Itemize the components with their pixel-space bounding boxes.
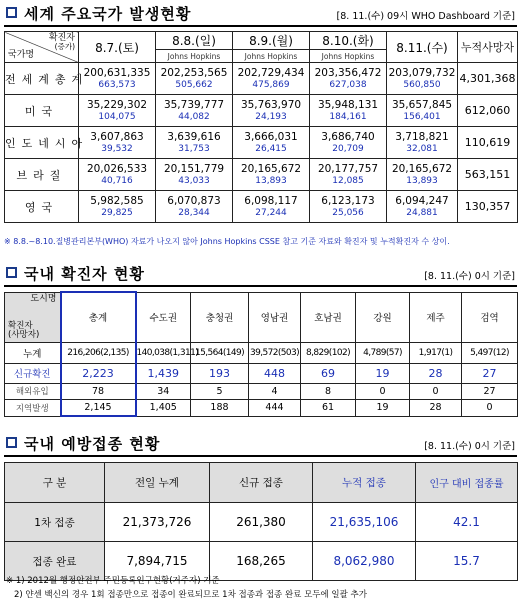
daily-increase: 184,161 xyxy=(329,111,367,122)
cumulative-cases: 202,729,434 xyxy=(237,66,305,79)
vaccine-value-cell: 8,062,980 xyxy=(313,542,416,581)
cumulative-cases: 20,165,672 xyxy=(240,162,302,175)
vaccine-header-prev-total: 전일 누계 xyxy=(105,463,210,503)
section-vaccine-title: 국내 예방접종 현황 xyxy=(24,435,161,453)
vaccine-value-cell: 15.7 xyxy=(416,542,518,581)
domestic-value-cell: 5 xyxy=(191,383,249,399)
daily-increase: 25,056 xyxy=(332,207,364,218)
daily-increase: 627,038 xyxy=(329,79,367,90)
vaccine-header-cumulative: 누적 접종 xyxy=(313,463,416,503)
cumulative-cases: 3,718,821 xyxy=(395,130,449,143)
cumulative-cases: 6,123,173 xyxy=(321,194,375,207)
vaccine-header-category: 구 분 xyxy=(5,463,105,503)
daily-increase: 560,850 xyxy=(403,79,441,90)
daily-increase: 20,709 xyxy=(332,143,364,154)
world-date-header-1: 8.8.(일) xyxy=(156,32,233,50)
vaccine-value-cell: 42.1 xyxy=(416,503,518,542)
cumulative-cases: 35,657,845 xyxy=(391,98,453,111)
table-row xyxy=(5,63,518,95)
daily-increase: 43,033 xyxy=(178,175,210,186)
world-value-cell xyxy=(233,159,310,191)
cumulative-deaths: 130,357 xyxy=(458,191,518,223)
domestic-value-cell: 19 xyxy=(356,399,410,416)
domestic-value-cell: 78 xyxy=(61,383,136,399)
domestic-value-cell: 27 xyxy=(462,383,518,399)
vaccine-header-rate: 인구 대비 접종률 xyxy=(416,463,518,503)
domestic-value-cell: 0 xyxy=(410,383,462,399)
domestic-value-cell: 448 xyxy=(249,363,301,383)
daily-increase: 29,825 xyxy=(101,207,133,218)
world-value-cell xyxy=(233,95,310,127)
world-value-cell xyxy=(387,63,458,95)
domestic-header-region: 충청권 xyxy=(191,292,249,342)
world-value-cell xyxy=(387,95,458,127)
domestic-value-cell: 444 xyxy=(249,399,301,416)
world-date-header-0: 8.7.(토) xyxy=(79,32,156,63)
world-value-cell xyxy=(79,95,156,127)
country-name: 영국 xyxy=(5,191,79,223)
world-date-header-3: 8.10.(화) xyxy=(310,32,387,50)
vaccine-value-cell: 261,380 xyxy=(210,503,313,542)
domestic-value-cell: 28 xyxy=(410,399,462,416)
daily-increase: 39,532 xyxy=(101,143,133,154)
cumulative-cases: 203,079,732 xyxy=(388,66,456,79)
world-value-cell xyxy=(387,159,458,191)
world-value-cell xyxy=(233,127,310,159)
world-date-header-2: 8.9.(월) xyxy=(233,32,310,50)
domestic-value-cell: 0 xyxy=(462,399,518,416)
daily-increase: 31,753 xyxy=(178,143,210,154)
cumulative-cases: 35,739,777 xyxy=(163,98,225,111)
country-name: 미국 xyxy=(5,95,79,127)
daily-increase: 40,716 xyxy=(101,175,133,186)
daily-increase: 505,662 xyxy=(175,79,213,90)
domestic-header-region: 호남권 xyxy=(301,292,356,342)
square-bullet-icon xyxy=(6,7,17,18)
domestic-value-cell: 15,564(149) xyxy=(191,342,249,363)
world-status-table xyxy=(4,31,518,223)
world-value-cell xyxy=(156,95,233,127)
country-name: 브라질 xyxy=(5,159,79,191)
square-bullet-icon xyxy=(6,437,17,448)
daily-increase: 27,244 xyxy=(255,207,287,218)
domestic-header-region: 영남권 xyxy=(249,292,301,342)
vaccine-value-cell: 21,635,106 xyxy=(313,503,416,542)
world-value-cell xyxy=(233,63,310,95)
world-value-cell xyxy=(310,95,387,127)
domestic-value-cell: 28 xyxy=(410,363,462,383)
domestic-value-cell: 193 xyxy=(191,363,249,383)
world-value-cell xyxy=(310,63,387,95)
domestic-row-label: 해외유입 xyxy=(5,383,61,399)
world-value-cell xyxy=(310,159,387,191)
section-world-title: 세계 주요국가 발생현황 xyxy=(24,5,192,23)
world-value-cell xyxy=(79,63,156,95)
daily-increase: 32,081 xyxy=(406,143,438,154)
section-vaccine-header xyxy=(4,433,517,457)
domestic-cases-table xyxy=(4,291,518,417)
world-corner-cell: 확진자 (증가) 국가명 xyxy=(5,32,79,63)
domestic-value-cell: 61 xyxy=(301,399,356,416)
cumulative-cases: 35,948,131 xyxy=(317,98,379,111)
cumulative-deaths: 612,060 xyxy=(458,95,518,127)
domestic-value-cell: 216,206(2,135) xyxy=(61,342,136,363)
cumulative-cases: 20,026,533 xyxy=(86,162,148,175)
vaccine-row-label: 1차 접종 xyxy=(5,503,105,542)
daily-increase: 13,893 xyxy=(406,175,438,186)
daily-increase: 24,881 xyxy=(406,207,438,218)
cumulative-cases: 202,253,565 xyxy=(160,66,228,79)
cumulative-cases: 3,686,740 xyxy=(321,130,375,143)
cumulative-cases: 3,639,616 xyxy=(167,130,221,143)
country-name: 전세계총계 xyxy=(5,63,79,95)
domestic-header-region: 강원 xyxy=(356,292,410,342)
domestic-value-cell: 19 xyxy=(356,363,410,383)
domestic-value-cell: 8,829(102) xyxy=(301,342,356,363)
cumulative-deaths: 110,619 xyxy=(458,127,518,159)
section-domestic-title: 국내 확진자 현황 xyxy=(24,265,145,283)
section-world-header xyxy=(4,3,517,27)
domestic-row-label: 지역발생 xyxy=(5,399,61,416)
domestic-value-cell: 0 xyxy=(356,383,410,399)
world-source-label-3: Johns Hopkins xyxy=(310,50,387,63)
cumulative-cases: 5,982,585 xyxy=(90,194,144,207)
world-value-cell xyxy=(79,159,156,191)
domestic-value-cell: 2,145 xyxy=(61,399,136,416)
cumulative-cases: 20,177,757 xyxy=(317,162,379,175)
world-value-cell xyxy=(156,191,233,223)
cumulative-cases: 6,094,247 xyxy=(395,194,449,207)
daily-increase: 28,344 xyxy=(178,207,210,218)
world-source-label-1: Johns Hopkins xyxy=(156,50,233,63)
vaccine-value-cell: 7,894,715 xyxy=(105,542,210,581)
domestic-row-label: 누계 xyxy=(5,342,61,363)
vaccine-note-1: ※ 1) 2012월 행정안전부 주민등록인구현황(거주자) 기준 xyxy=(6,576,220,586)
cumulative-cases: 6,098,117 xyxy=(244,194,298,207)
domestic-value-cell: 1,405 xyxy=(136,399,191,416)
cumulative-cases: 6,070,873 xyxy=(167,194,221,207)
table-row xyxy=(5,127,518,159)
table-row xyxy=(5,342,518,363)
section-vaccine-date: [8. 11.(수) 0시 기준] xyxy=(424,441,515,452)
cumulative-cases: 3,666,031 xyxy=(244,130,298,143)
domestic-header-region: 검역 xyxy=(462,292,518,342)
cumulative-deaths: 563,151 xyxy=(458,159,518,191)
domestic-value-cell: 4,789(57) xyxy=(356,342,410,363)
domestic-value-cell: 1,917(1) xyxy=(410,342,462,363)
domestic-value-cell: 188 xyxy=(191,399,249,416)
domestic-value-cell: 1,439 xyxy=(136,363,191,383)
world-value-cell xyxy=(79,191,156,223)
domestic-value-cell: 8 xyxy=(301,383,356,399)
domestic-value-cell: 27 xyxy=(462,363,518,383)
world-value-cell xyxy=(156,159,233,191)
cumulative-cases: 35,229,302 xyxy=(86,98,148,111)
daily-increase: 12,085 xyxy=(332,175,364,186)
world-value-cell xyxy=(233,191,310,223)
domestic-header-region: 제주 xyxy=(410,292,462,342)
world-value-cell xyxy=(310,127,387,159)
daily-increase: 156,401 xyxy=(403,111,441,122)
domestic-value-cell: 4 xyxy=(249,383,301,399)
cumulative-cases: 20,165,672 xyxy=(391,162,453,175)
domestic-value-cell: 34 xyxy=(136,383,191,399)
domestic-value-cell: 39,572(503) xyxy=(249,342,301,363)
vaccine-header-new: 신규 접종 xyxy=(210,463,313,503)
table-row xyxy=(5,95,518,127)
vaccine-value-cell: 168,265 xyxy=(210,542,313,581)
daily-increase: 44,082 xyxy=(178,111,210,122)
section-domestic-date: [8. 11.(수) 0시 기준] xyxy=(424,271,515,282)
domestic-corner-cell: 도시명 확진자 (사망자) xyxy=(5,292,61,342)
daily-increase: 26,415 xyxy=(255,143,287,154)
vaccination-table xyxy=(4,462,518,581)
domestic-row-label: 신규확진 xyxy=(5,363,61,383)
world-value-cell xyxy=(310,191,387,223)
table-row xyxy=(5,399,518,416)
cumulative-deaths: 4,301,368 xyxy=(458,63,518,95)
cumulative-cases: 35,763,970 xyxy=(240,98,302,111)
world-value-cell xyxy=(387,191,458,223)
cumulative-cases: 20,151,779 xyxy=(163,162,225,175)
vaccine-note-2: 2) 얀센 백신의 경우 1회 접종만으로 접종이 완료되므로 1차 접종과 접종 완료 모두에 일괄 추가 xyxy=(14,590,367,600)
world-source-label-2: Johns Hopkins xyxy=(233,50,310,63)
table-row xyxy=(5,383,518,399)
square-bullet-icon xyxy=(6,267,17,278)
daily-increase: 24,193 xyxy=(255,111,287,122)
country-name: 인도네시아 xyxy=(5,127,79,159)
section-world-date: [8. 11.(수) 09시 WHO Dashboard 기준] xyxy=(336,11,515,22)
domestic-value-cell: 2,223 xyxy=(61,363,136,383)
vaccine-value-cell: 21,373,726 xyxy=(105,503,210,542)
vaccine-row-label: 접종 완료 xyxy=(5,542,105,581)
cumulative-cases: 203,356,472 xyxy=(314,66,382,79)
world-date-header-4: 8.11.(수) xyxy=(387,32,458,63)
world-value-cell xyxy=(387,127,458,159)
daily-increase: 13,893 xyxy=(255,175,287,186)
cumulative-cases: 200,631,335 xyxy=(83,66,151,79)
world-value-cell xyxy=(156,63,233,95)
world-value-cell xyxy=(156,127,233,159)
cumulative-cases: 3,607,863 xyxy=(90,130,144,143)
table-row xyxy=(5,191,518,223)
section-domestic-header xyxy=(4,263,517,287)
world-deaths-header: 누적사망자 xyxy=(458,32,518,63)
daily-increase: 475,869 xyxy=(252,79,290,90)
table-row xyxy=(5,503,518,542)
world-footnote: ※ 8.8.~8.10.질병관리본부(WHO) 자료가 나오지 않아 Johns Hopkins CSSE 참고 기준 자료와 확진자 및 누적확진자 수 상이. xyxy=(4,237,450,246)
table-row xyxy=(5,363,518,383)
domestic-value-cell: 69 xyxy=(301,363,356,383)
domestic-value-cell: 5,497(12) xyxy=(462,342,518,363)
daily-increase: 104,075 xyxy=(98,111,136,122)
world-value-cell xyxy=(79,127,156,159)
table-row xyxy=(5,159,518,191)
domestic-value-cell: 140,038(1,311) xyxy=(136,342,191,363)
domestic-header-region: 수도권 xyxy=(136,292,191,342)
domestic-header-total: 총계 xyxy=(61,292,136,342)
daily-increase: 663,573 xyxy=(98,79,136,90)
